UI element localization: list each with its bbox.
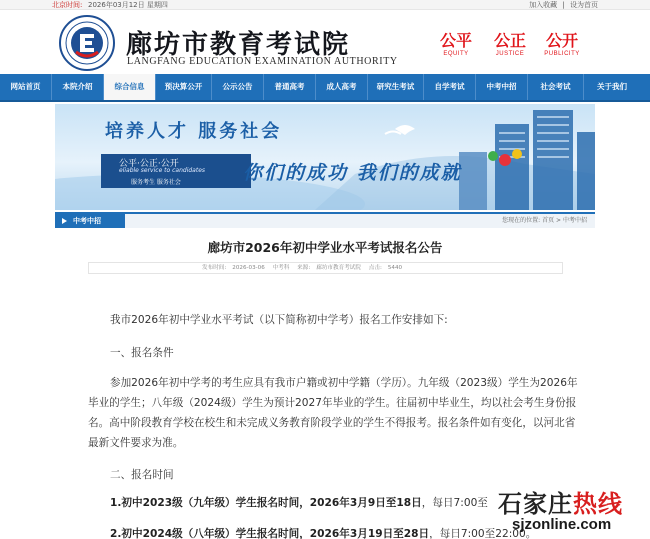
site-title: 廊坊市教育考试院 <box>126 30 351 60</box>
nav-adult-exam[interactable]: 成人高考 <box>316 74 368 100</box>
site-watermark <box>486 484 650 539</box>
publish-date: 2026-03-06 <box>232 265 265 271</box>
main-nav <box>0 74 650 102</box>
section-name: 中考中招 <box>73 217 101 225</box>
top-links <box>526 0 598 10</box>
banner-slogan-secondary: 你们的成功 我们的成就 <box>243 162 462 184</box>
site-logo-icon[interactable] <box>58 14 116 72</box>
watermark-brand <box>498 484 623 519</box>
add-favorite-link[interactable]: 加入收藏 <box>529 1 558 9</box>
site-header <box>0 10 650 74</box>
motto-equity-zh: 公平 <box>439 31 472 50</box>
article-author: 中考科 <box>272 265 290 271</box>
views-label: 点击: <box>368 265 382 271</box>
section-tab[interactable] <box>55 214 125 228</box>
hero-banner <box>55 104 595 210</box>
motto-equity-en: EQUITY <box>443 51 469 57</box>
article-source: 廊坊市教育考试院 <box>316 265 361 271</box>
nav-about-us[interactable]: 关于我们 <box>597 82 627 91</box>
article-intro: 我市2026年初中学业水平考试（以下简称初中学考）报名工作安排如下: <box>110 314 448 326</box>
registration-time-grade8-rest: ，每日7:00至22:00。 <box>429 528 537 539</box>
heading-registration-time: 二、报名时间 <box>110 469 174 481</box>
nav-graduate-exam[interactable]: 研究生考试 <box>368 74 424 100</box>
motto-justice <box>486 32 534 58</box>
section-bar <box>55 212 595 228</box>
banner-seal-title: 公平·公正·公开 <box>119 159 179 169</box>
nav-zhongkao[interactable]: 中考中招 <box>476 74 528 100</box>
source-label: 来源: <box>297 265 311 271</box>
registration-time-grade9-rest: ，每日7:00至 <box>421 497 488 509</box>
banner-seal <box>101 154 251 188</box>
registration-time-grade9-bold: 1.初中2023级（九年级）学生报名时间，2026年3月9日至18日 <box>110 497 422 509</box>
nav-budget[interactable]: 预决算公开 <box>156 74 212 100</box>
banner-slogan: 培养人才 服务社会 <box>105 121 283 142</box>
watermark-brand-red: 热线 <box>573 489 623 518</box>
eligibility-paragraph: 参加2026年初中学考的考生应具有我市户籍或初中学籍（学历）。九年级（2023级）学生为2026年毕业的学生；八年级（2024级）学生为预计2027年毕业的学生。往届初中毕业生，均以社会考生身份报名。高中阶段教育学校在校生和未完成义务教育阶段学业的学生不得报考。报名条件如有变化，以河北省最新文件要求为准。 <box>88 377 578 449</box>
motto-justice-en: JUSTICE <box>495 51 525 57</box>
article-meta <box>88 262 563 274</box>
motto-equity <box>432 32 480 58</box>
breadcrumb <box>502 214 587 228</box>
breadcrumb-label: 您现在的位置: <box>502 217 541 224</box>
banner-seal-sub: 服务考生 服务社会 <box>131 179 181 186</box>
article-title: 廊坊市2026年初中学业水平考试报名公告 <box>207 240 443 255</box>
nav-announcements[interactable]: 公示公告 <box>212 74 264 100</box>
view-count: 5440 <box>387 265 403 271</box>
motto-publicity-en: PUBLICITY <box>544 51 580 57</box>
publish-label: 发布时间: <box>202 265 227 271</box>
site-title-english: LANGFANG EDUCATION EXAMINATION AUTHORITY <box>127 56 398 67</box>
nav-self-study[interactable]: 自学考试 <box>424 74 476 100</box>
breadcrumb-separator: > <box>556 217 562 224</box>
nav-home[interactable]: 网站首页 <box>0 74 52 100</box>
set-homepage-link[interactable]: 设为首页 <box>570 1 598 9</box>
nav-gaokao[interactable]: 普通高考 <box>264 74 316 100</box>
registration-time-grade8-bold: 2.初中2024级（八年级）学生报名时间，2026年3月19日至28日 <box>110 528 430 539</box>
breadcrumb-current[interactable]: 中考中招 <box>562 217 587 224</box>
play-arrow-icon <box>62 218 67 224</box>
heading-eligibility: 一、报名条件 <box>110 347 174 359</box>
breadcrumb-home[interactable]: 首页 <box>542 217 555 224</box>
banner-seal-english: eliable service to candidates <box>119 167 206 174</box>
watermark-domain: sjzonline.com <box>512 516 612 533</box>
motto-publicity <box>538 32 586 58</box>
top-utility-bar <box>0 0 650 10</box>
top-links-separator: | <box>562 1 565 9</box>
motto-justice-zh: 公正 <box>493 31 526 50</box>
motto-publicity-zh: 公开 <box>545 31 578 50</box>
nav-social-exam[interactable]: 社会考试 <box>528 74 584 100</box>
current-date: 2026年03月12日 星期四 <box>88 1 168 9</box>
nav-about[interactable]: 本院介绍 <box>52 74 104 100</box>
watermark-brand-black: 石家庄 <box>498 489 573 518</box>
nav-general-info[interactable]: 综合信息 <box>104 74 156 100</box>
time-label: 北京时间: <box>52 1 83 9</box>
